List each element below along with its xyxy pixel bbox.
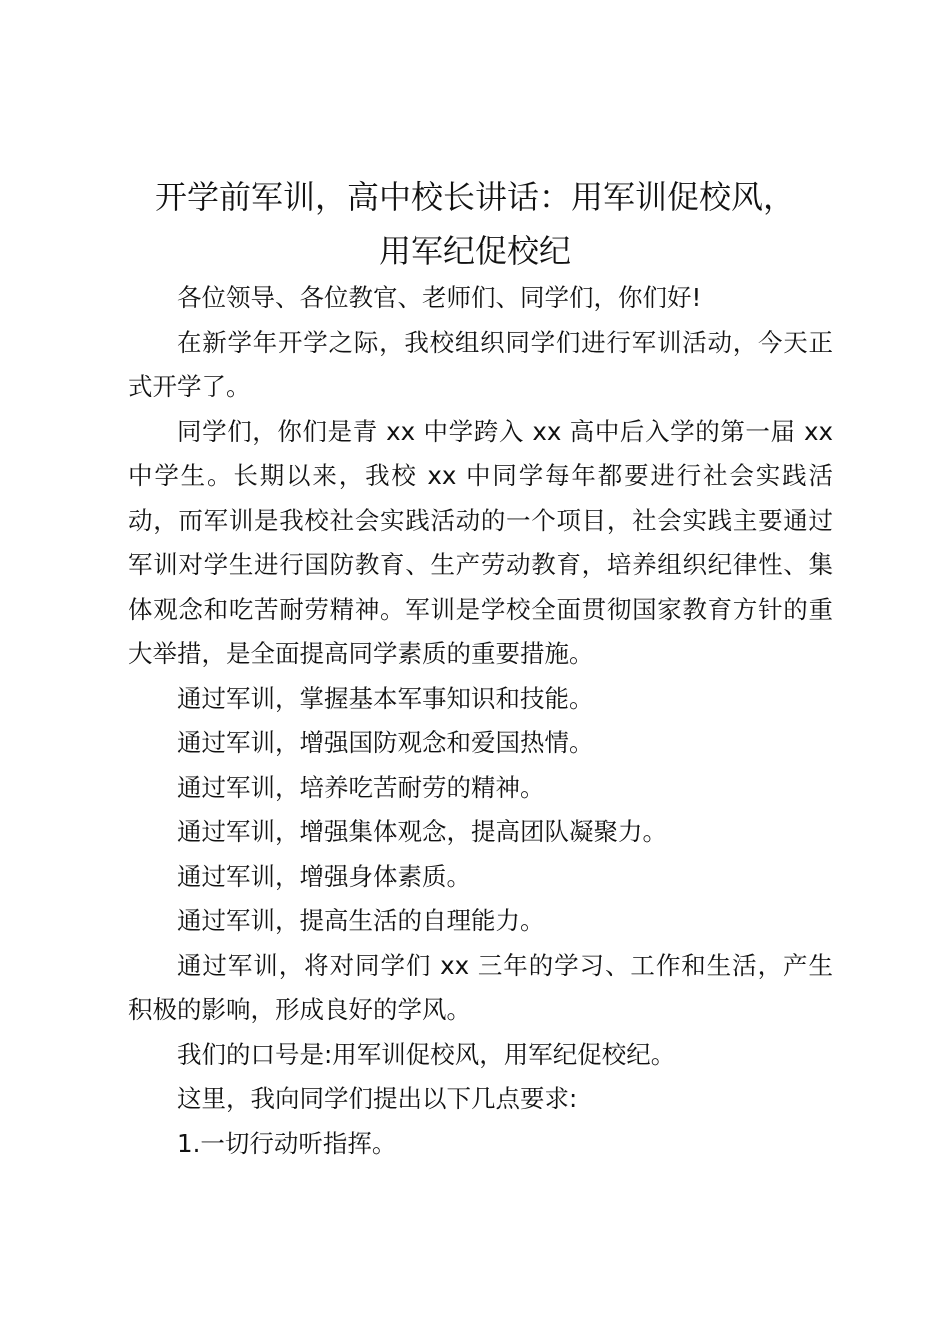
slogan-paragraph: 我们的口号是:用军训促校风，用军纪促校纪。 xyxy=(177,1039,676,1069)
benefit-item: 通过军训，将对同学们 xx 三年的学习、工作和生活，产生积极的影响，形成良好的学风。 xyxy=(128,950,833,1024)
intro-paragraph: 在新学年开学之际，我校组织同学们进行军训活动，今天正式开学了。 xyxy=(128,327,833,401)
document-title xyxy=(110,170,840,278)
benefit-item: 通过军训，掌握基本军事知识和技能。 xyxy=(177,683,594,713)
benefit-item: 通过军训，增强国防观念和爱国热情。 xyxy=(177,728,594,757)
title-line-2: 用军纪促校纪 xyxy=(378,232,571,270)
background-paragraph: 同学们，你们是青 xx 中学跨入 xx 高中后入学的第一届 xx 中学生。长期以来，我校 xx 中同学每年都要进行社会实践活动，而军训是我校社会实践活动的一个项目，社会实践主要通过军训对学生进行国防教育、生产劳动教育，培养组织纪律性、集体观念和吃苦耐劳精神。军训是学校全面贯彻国家教育方针的重大举措，是全面提高同学素质的重要措施。 xyxy=(128,416,833,668)
title-line-1: 开学前军训，高中校长讲话：用军训促校风， xyxy=(154,178,795,216)
benefit-item: 通过军训，提高生活的自理能力。 xyxy=(177,906,545,935)
requirements-intro: 这里，我向同学们提出以下几点要求: xyxy=(177,1084,578,1113)
benefit-item: 通过军训，增强集体观念，提高团队凝聚力。 xyxy=(177,817,667,846)
greeting-paragraph: 各位领导、各位教官、老师们、同学们，你们好! xyxy=(177,283,702,312)
benefit-item: 通过军训，培养吃苦耐劳的精神。 xyxy=(177,772,545,802)
document-body xyxy=(128,276,833,1166)
requirement-item: 1.一切行动听指挥。 xyxy=(177,1128,397,1158)
benefit-item: 通过军训，增强身体素质。 xyxy=(177,861,471,891)
